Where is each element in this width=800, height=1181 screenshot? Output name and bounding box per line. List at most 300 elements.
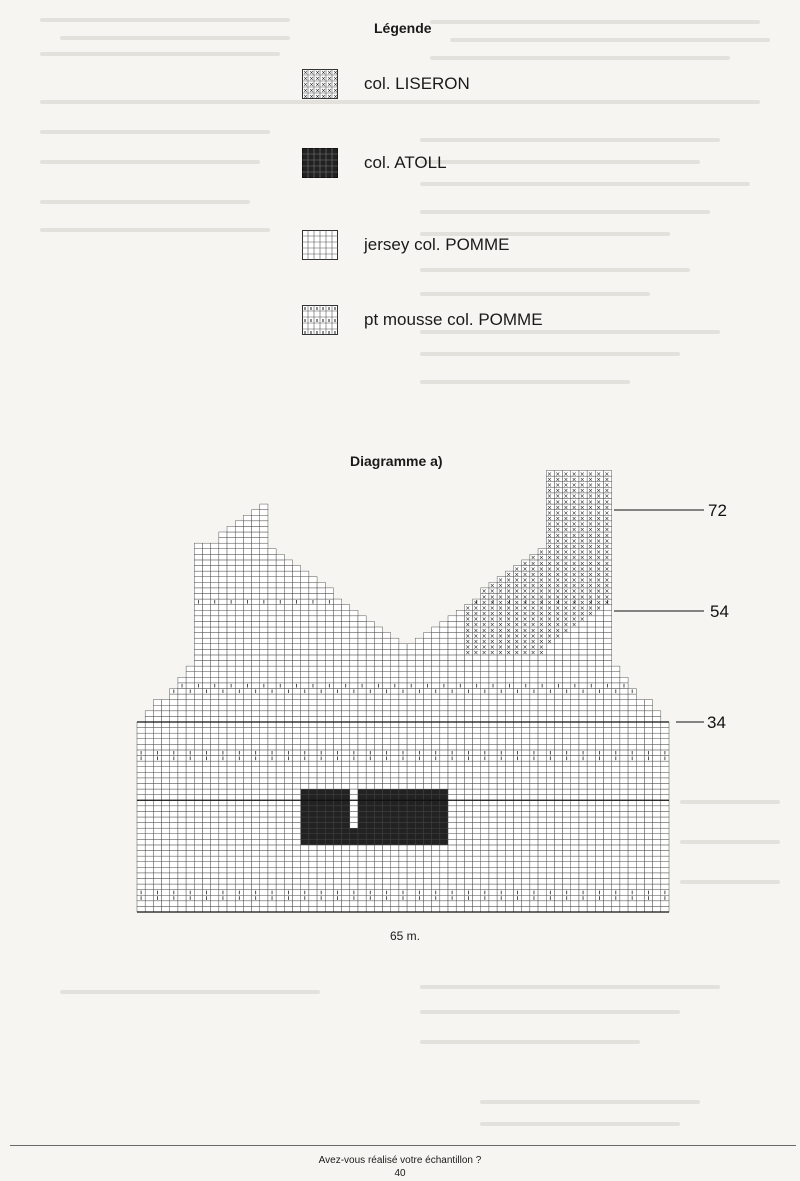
stitch-cell-jersey bbox=[522, 700, 530, 706]
stitch-cell-jersey bbox=[325, 605, 333, 611]
stitch-cell-jersey bbox=[489, 845, 497, 851]
stitch-cell-jersey bbox=[227, 884, 235, 890]
stitch-cell-liseron: × bbox=[579, 515, 585, 523]
stitch-cell-jersey bbox=[219, 593, 227, 599]
stitch-cell-jersey bbox=[358, 688, 366, 694]
stitch-cell-jersey bbox=[211, 772, 219, 778]
stitch-cell-jersey bbox=[219, 795, 227, 801]
stitch-cell-jersey bbox=[276, 823, 284, 829]
stitch-cell-jersey bbox=[546, 655, 554, 661]
stitch-cell-jersey bbox=[415, 778, 423, 784]
stitch-cell-jersey bbox=[571, 644, 579, 650]
stitch-cell-jersey bbox=[473, 800, 481, 806]
stitch-cell-jersey bbox=[407, 694, 415, 700]
stitch-cell-jersey bbox=[481, 733, 489, 739]
stitch-cell-jersey bbox=[505, 806, 513, 812]
stitch-cell-jersey bbox=[202, 811, 210, 817]
stitch-cell-jersey bbox=[235, 621, 243, 627]
stitch-cell-jersey bbox=[628, 795, 636, 801]
stitch-cell-liseron: × bbox=[555, 521, 561, 529]
stitch-cell-atoll bbox=[407, 806, 415, 812]
stitch-cell-atoll bbox=[374, 811, 382, 817]
stitch-cell-jersey bbox=[211, 566, 219, 572]
stitch-cell-jersey bbox=[595, 806, 603, 812]
stitch-cell-atoll bbox=[440, 811, 448, 817]
stitch-cell-jersey bbox=[194, 733, 202, 739]
stitch-cell-jersey bbox=[513, 739, 521, 745]
stitch-cell-jersey bbox=[620, 873, 628, 879]
stitch-cell-jersey bbox=[456, 828, 464, 834]
stitch-cell-jersey bbox=[235, 761, 243, 767]
stitch-cell-jersey bbox=[235, 744, 243, 750]
stitch-cell-jersey bbox=[276, 878, 284, 884]
stitch-cell-jersey bbox=[211, 783, 219, 789]
stitch-cell-jersey bbox=[538, 672, 546, 678]
stitch-cell-atoll bbox=[342, 823, 350, 829]
stitch-cell-jersey bbox=[571, 823, 579, 829]
stitch-cell-jersey bbox=[227, 744, 235, 750]
stitch-cell-jersey bbox=[579, 811, 587, 817]
stitch-cell-jersey bbox=[153, 733, 161, 739]
stitch-cell-jersey bbox=[153, 873, 161, 879]
stitch-cell-jersey bbox=[546, 661, 554, 667]
stitch-cell-jersey bbox=[456, 655, 464, 661]
stitch-cell-jersey bbox=[235, 901, 243, 907]
stitch-cell-liseron: × bbox=[596, 526, 602, 534]
stitch-cell-jersey bbox=[252, 610, 260, 616]
stitch-cell-jersey bbox=[481, 828, 489, 834]
stitch-cell-jersey bbox=[448, 811, 456, 817]
stitch-cell-jersey bbox=[546, 795, 554, 801]
stitch-cell-jersey bbox=[350, 728, 358, 734]
stitch-cell-jersey bbox=[284, 655, 292, 661]
stitch-cell-jersey bbox=[383, 783, 391, 789]
stitch-cell-jersey bbox=[415, 711, 423, 717]
stitch-cell-jersey bbox=[620, 867, 628, 873]
stitch-cell-jersey bbox=[522, 672, 530, 678]
stitch-cell-jersey bbox=[489, 778, 497, 784]
stitch-cell-jersey bbox=[653, 862, 661, 868]
stitch-cell-jersey bbox=[399, 867, 407, 873]
stitch-cell-jersey bbox=[293, 800, 301, 806]
stitch-cell-jersey bbox=[432, 633, 440, 639]
stitch-cell-jersey bbox=[432, 761, 440, 767]
stitch-cell-liseron: × bbox=[563, 616, 569, 624]
stitch-cell-jersey bbox=[186, 828, 194, 834]
stitch-cell-jersey bbox=[293, 783, 301, 789]
stitch-cell-atoll bbox=[317, 817, 325, 823]
stitch-cell-jersey bbox=[538, 744, 546, 750]
stitch-cell-jersey bbox=[432, 705, 440, 711]
stitch-cell-jersey bbox=[374, 778, 382, 784]
stitch-cell-atoll bbox=[317, 834, 325, 840]
stitch-cell-jersey bbox=[219, 783, 227, 789]
stitch-cell-jersey bbox=[284, 633, 292, 639]
stitch-cell-jersey bbox=[227, 621, 235, 627]
stitch-cell-liseron: × bbox=[563, 549, 569, 557]
stitch-cell-jersey bbox=[162, 705, 170, 711]
stitch-cell-atoll bbox=[301, 839, 309, 845]
stitch-cell-liseron: × bbox=[489, 621, 495, 629]
stitch-cell-liseron: × bbox=[497, 577, 503, 585]
stitch-cell-jersey bbox=[628, 839, 636, 845]
stitch-cell-jersey bbox=[252, 605, 260, 611]
stitch-cell-jersey bbox=[530, 728, 538, 734]
stitch-cell-jersey bbox=[235, 739, 243, 745]
stitch-cell-jersey bbox=[342, 644, 350, 650]
stitch-cell-jersey bbox=[391, 649, 399, 655]
stitch-cell-jersey bbox=[202, 711, 210, 717]
stitch-cell-liseron: × bbox=[571, 498, 577, 506]
stitch-cell-jersey bbox=[587, 705, 595, 711]
stitch-cell-jersey bbox=[513, 672, 521, 678]
stitch-cell-liseron: × bbox=[530, 565, 536, 573]
stitch-cell-jersey bbox=[358, 716, 366, 722]
stitch-cell-jersey bbox=[522, 722, 530, 728]
stitch-cell-jersey bbox=[243, 767, 251, 773]
stitch-cell-jersey bbox=[301, 845, 309, 851]
stitch-cell-jersey bbox=[260, 795, 268, 801]
stitch-cell-jersey bbox=[563, 906, 571, 912]
stitch-cell-jersey bbox=[374, 862, 382, 868]
stitch-cell-jersey bbox=[554, 828, 562, 834]
stitch-cell-jersey bbox=[309, 778, 317, 784]
stitch-cell-liseron: × bbox=[497, 582, 503, 590]
stitch-cell-jersey bbox=[620, 677, 628, 683]
stitch-cell-jersey bbox=[636, 873, 644, 879]
stitch-cell-jersey bbox=[522, 761, 530, 767]
svg-text:×: × bbox=[309, 93, 315, 99]
stitch-cell-jersey bbox=[342, 867, 350, 873]
stitch-cell-liseron: × bbox=[538, 632, 544, 640]
stitch-cell-jersey bbox=[366, 851, 374, 857]
stitch-cell-jersey bbox=[628, 878, 636, 884]
stitch-cell-jersey bbox=[268, 716, 276, 722]
stitch-cell-liseron: × bbox=[522, 571, 528, 579]
stitch-cell-jersey bbox=[546, 851, 554, 857]
stitch-cell-liseron: × bbox=[538, 610, 544, 618]
stitch-cell-jersey bbox=[243, 789, 251, 795]
stitch-cell-jersey bbox=[612, 677, 620, 683]
stitch-cell-jersey bbox=[145, 711, 153, 717]
stitch-cell-jersey bbox=[579, 817, 587, 823]
stitch-cell-jersey bbox=[358, 873, 366, 879]
stitch-cell-jersey bbox=[194, 577, 202, 583]
stitch-cell-jersey bbox=[235, 661, 243, 667]
stitch-cell-liseron: × bbox=[579, 571, 585, 579]
stitch-cell-liseron: × bbox=[563, 470, 569, 478]
stitch-cell-jersey bbox=[653, 823, 661, 829]
stitch-cell-jersey bbox=[227, 677, 235, 683]
stitch-cell-jersey bbox=[481, 851, 489, 857]
stitch-cell-jersey bbox=[276, 722, 284, 728]
stitch-cell-jersey bbox=[162, 851, 170, 857]
stitch-cell-jersey bbox=[293, 677, 301, 683]
stitch-cell-jersey bbox=[194, 616, 202, 622]
stitch-cell-jersey bbox=[415, 716, 423, 722]
stitch-cell-jersey bbox=[153, 789, 161, 795]
stitch-cell-jersey bbox=[383, 661, 391, 667]
stitch-cell-jersey bbox=[301, 705, 309, 711]
stitch-cell-jersey bbox=[595, 800, 603, 806]
stitch-cell-jersey bbox=[563, 845, 571, 851]
stitch-cell-liseron: × bbox=[538, 621, 544, 629]
stitch-cell-jersey bbox=[276, 661, 284, 667]
stitch-cell-jersey bbox=[530, 783, 538, 789]
stitch-cell-jersey bbox=[571, 845, 579, 851]
stitch-cell-liseron: × bbox=[596, 532, 602, 540]
stitch-cell-jersey bbox=[587, 783, 595, 789]
stitch-cell-jersey bbox=[194, 806, 202, 812]
stitch-cell-jersey bbox=[186, 683, 194, 689]
stitch-cell-liseron: × bbox=[604, 470, 610, 478]
stitch-cell-jersey bbox=[423, 761, 431, 767]
stitch-cell-jersey bbox=[293, 739, 301, 745]
stitch-cell-jersey bbox=[170, 739, 178, 745]
stitch-cell-atoll bbox=[301, 789, 309, 795]
stitch-cell-jersey bbox=[497, 761, 505, 767]
stitch-cell-jersey bbox=[325, 733, 333, 739]
stitch-cell-jersey bbox=[653, 795, 661, 801]
stitch-cell-jersey bbox=[293, 828, 301, 834]
stitch-cell-jersey bbox=[235, 627, 243, 633]
stitch-cell-jersey bbox=[604, 733, 612, 739]
stitch-cell-jersey bbox=[620, 739, 628, 745]
stitch-cell-jersey bbox=[399, 901, 407, 907]
stitch-cell-jersey bbox=[358, 867, 366, 873]
stitch-cell-atoll bbox=[350, 839, 358, 845]
stitch-cell-jersey bbox=[202, 582, 210, 588]
stitch-cell-jersey bbox=[423, 884, 431, 890]
stitch-cell-liseron: × bbox=[489, 593, 495, 601]
stitch-cell-jersey bbox=[620, 828, 628, 834]
stitch-cell-jersey bbox=[293, 666, 301, 672]
stitch-cell-jersey bbox=[448, 739, 456, 745]
stitch-cell-liseron: × bbox=[465, 604, 471, 612]
stitch-cell-jersey bbox=[194, 828, 202, 834]
stitch-cell-liseron: × bbox=[563, 582, 569, 590]
stitch-cell-jersey bbox=[366, 627, 374, 633]
stitch-cell-jersey bbox=[342, 895, 350, 901]
stitch-cell-jersey bbox=[612, 823, 620, 829]
stitch-cell-jersey bbox=[317, 677, 325, 683]
stitch-cell-jersey bbox=[276, 901, 284, 907]
stitch-cell-jersey bbox=[530, 862, 538, 868]
stitch-cell-jersey bbox=[186, 772, 194, 778]
stitch-cell-jersey bbox=[276, 644, 284, 650]
stitch-cell-jersey bbox=[243, 566, 251, 572]
stitch-cell-jersey bbox=[513, 783, 521, 789]
stitch-cell-jersey bbox=[415, 728, 423, 734]
stitch-cell-jersey bbox=[268, 593, 276, 599]
stitch-cell-jersey bbox=[481, 806, 489, 812]
stitch-cell-jersey bbox=[342, 761, 350, 767]
stitch-cell-jersey bbox=[489, 834, 497, 840]
stitch-cell-jersey bbox=[284, 700, 292, 706]
stitch-cell-liseron: × bbox=[587, 577, 594, 585]
stitch-cell-jersey bbox=[219, 806, 227, 812]
stitch-cell-jersey bbox=[522, 800, 530, 806]
stitch-cell-liseron: × bbox=[596, 487, 602, 495]
stitch-cell-jersey bbox=[186, 778, 194, 784]
stitch-cell-jersey bbox=[358, 884, 366, 890]
stitch-cell-jersey bbox=[219, 867, 227, 873]
stitch-cell-jersey bbox=[145, 867, 153, 873]
stitch-cell-jersey bbox=[268, 694, 276, 700]
stitch-cell-jersey bbox=[317, 778, 325, 784]
stitch-cell-jersey bbox=[325, 767, 333, 773]
stitch-cell-jersey bbox=[211, 649, 219, 655]
stitch-cell-jersey bbox=[604, 700, 612, 706]
stitch-cell-jersey bbox=[293, 873, 301, 879]
stitch-cell-liseron: × bbox=[563, 604, 569, 612]
stitch-cell-jersey bbox=[301, 716, 309, 722]
stitch-cell-jersey bbox=[513, 823, 521, 829]
stitch-cell-jersey bbox=[342, 906, 350, 912]
stitch-cell-jersey bbox=[423, 672, 431, 678]
stitch-cell-jersey bbox=[235, 649, 243, 655]
stitch-cell-jersey bbox=[211, 677, 219, 683]
stitch-cell-jersey bbox=[620, 688, 628, 694]
stitch-cell-jersey bbox=[628, 778, 636, 784]
stitch-cell-jersey bbox=[350, 856, 358, 862]
stitch-cell-jersey bbox=[546, 806, 554, 812]
stitch-cell-jersey bbox=[333, 739, 341, 745]
stitch-cell-jersey bbox=[211, 621, 219, 627]
stitch-cell-jersey bbox=[186, 761, 194, 767]
stitch-cell-jersey bbox=[293, 834, 301, 840]
stitch-cell-jersey bbox=[489, 828, 497, 834]
stitch-cell-jersey bbox=[399, 666, 407, 672]
stitch-cell-jersey bbox=[276, 739, 284, 745]
stitch-cell-jersey bbox=[473, 856, 481, 862]
stitch-cell-jersey bbox=[333, 716, 341, 722]
stitch-cell-jersey bbox=[489, 705, 497, 711]
stitch-cell-atoll bbox=[350, 828, 358, 834]
stitch-cell-liseron: × bbox=[547, 577, 553, 585]
stitch-cell-jersey bbox=[252, 901, 260, 907]
stitch-cell-jersey bbox=[571, 811, 579, 817]
stitch-cell-jersey bbox=[276, 655, 284, 661]
stitch-cell-jersey bbox=[563, 649, 571, 655]
stitch-cell-jersey bbox=[604, 722, 612, 728]
stitch-cell-jersey bbox=[260, 510, 268, 516]
stitch-cell-jersey bbox=[293, 616, 301, 622]
stitch-cell-jersey bbox=[153, 772, 161, 778]
stitch-cell-jersey bbox=[194, 851, 202, 857]
stitch-cell-jersey bbox=[325, 873, 333, 879]
stitch-cell-jersey bbox=[481, 817, 489, 823]
stitch-cell-jersey bbox=[227, 828, 235, 834]
stitch-cell-jersey bbox=[579, 649, 587, 655]
stitch-cell-atoll bbox=[301, 817, 309, 823]
stitch-cell-liseron: × bbox=[547, 627, 553, 635]
stitch-cell-jersey bbox=[513, 733, 521, 739]
svg-text:×: × bbox=[309, 75, 315, 83]
stitch-cell-jersey bbox=[153, 851, 161, 857]
stitch-cell-jersey bbox=[350, 733, 358, 739]
stitch-cell-jersey bbox=[595, 839, 603, 845]
stitch-cell-jersey bbox=[243, 756, 251, 762]
stitch-cell-jersey bbox=[219, 705, 227, 711]
stitch-cell-jersey bbox=[366, 644, 374, 650]
stitch-cell-jersey bbox=[513, 666, 521, 672]
stitch-cell-liseron: × bbox=[522, 649, 528, 657]
stitch-cell-jersey bbox=[137, 862, 145, 868]
stitch-cell-jersey bbox=[604, 610, 612, 616]
stitch-cell-jersey bbox=[530, 744, 538, 750]
stitch-cell-jersey bbox=[661, 739, 669, 745]
stitch-cell-jersey bbox=[137, 722, 145, 728]
stitch-cell-jersey bbox=[219, 862, 227, 868]
stitch-cell-jersey bbox=[227, 694, 235, 700]
stitch-cell-jersey bbox=[284, 593, 292, 599]
stitch-cell-jersey bbox=[268, 722, 276, 728]
stitch-cell-jersey bbox=[219, 767, 227, 773]
stitch-cell-jersey bbox=[252, 677, 260, 683]
stitch-cell-jersey bbox=[276, 627, 284, 633]
stitch-cell-jersey bbox=[464, 711, 472, 717]
stitch-cell-jersey bbox=[194, 873, 202, 879]
stitch-cell-jersey bbox=[358, 767, 366, 773]
stitch-cell-jersey bbox=[505, 873, 513, 879]
stitch-cell-jersey bbox=[571, 700, 579, 706]
stitch-cell-jersey bbox=[595, 700, 603, 706]
stitch-cell-jersey bbox=[587, 811, 595, 817]
stitch-cell-jersey bbox=[162, 856, 170, 862]
stitch-cell-jersey bbox=[448, 767, 456, 773]
stitch-cell-jersey bbox=[473, 672, 481, 678]
stitch-cell-jersey bbox=[235, 878, 243, 884]
stitch-cell-liseron: × bbox=[547, 537, 553, 545]
stitch-cell-jersey bbox=[391, 716, 399, 722]
stitch-cell-jersey bbox=[620, 823, 628, 829]
stitch-cell-jersey bbox=[620, 783, 628, 789]
stitch-cell-liseron: × bbox=[571, 515, 577, 523]
stitch-cell-jersey bbox=[563, 661, 571, 667]
stitch-cell-jersey bbox=[628, 700, 636, 706]
stitch-cell-jersey bbox=[137, 878, 145, 884]
stitch-cell-jersey bbox=[399, 694, 407, 700]
stitch-cell-jersey bbox=[546, 700, 554, 706]
stitch-cell-jersey bbox=[653, 722, 661, 728]
stitch-cell-jersey bbox=[489, 867, 497, 873]
stitch-cell-jersey bbox=[636, 862, 644, 868]
stitch-cell-jersey bbox=[473, 756, 481, 762]
stitch-cell-jersey bbox=[235, 616, 243, 622]
stitch-cell-jersey bbox=[636, 817, 644, 823]
stitch-cell-jersey bbox=[464, 800, 472, 806]
stitch-cell-jersey bbox=[366, 655, 374, 661]
stitch-cell-jersey bbox=[350, 767, 358, 773]
stitch-cell-jersey bbox=[284, 823, 292, 829]
stitch-cell-jersey bbox=[505, 839, 513, 845]
stitch-cell-jersey bbox=[513, 906, 521, 912]
stitch-cell-jersey bbox=[440, 666, 448, 672]
stitch-cell-liseron: × bbox=[587, 537, 594, 545]
stitch-cell-jersey bbox=[268, 655, 276, 661]
stitch-cell-jersey bbox=[538, 716, 546, 722]
stitch-cell-jersey bbox=[309, 705, 317, 711]
stitch-cell-jersey bbox=[219, 543, 227, 549]
stitch-cell-jersey bbox=[440, 728, 448, 734]
stitch-cell-jersey bbox=[227, 873, 235, 879]
stitch-cell-jersey bbox=[243, 733, 251, 739]
stitch-cell-jersey bbox=[276, 851, 284, 857]
stitch-cell-jersey bbox=[284, 605, 292, 611]
stitch-cell-jersey bbox=[391, 767, 399, 773]
stitch-cell-jersey bbox=[227, 649, 235, 655]
